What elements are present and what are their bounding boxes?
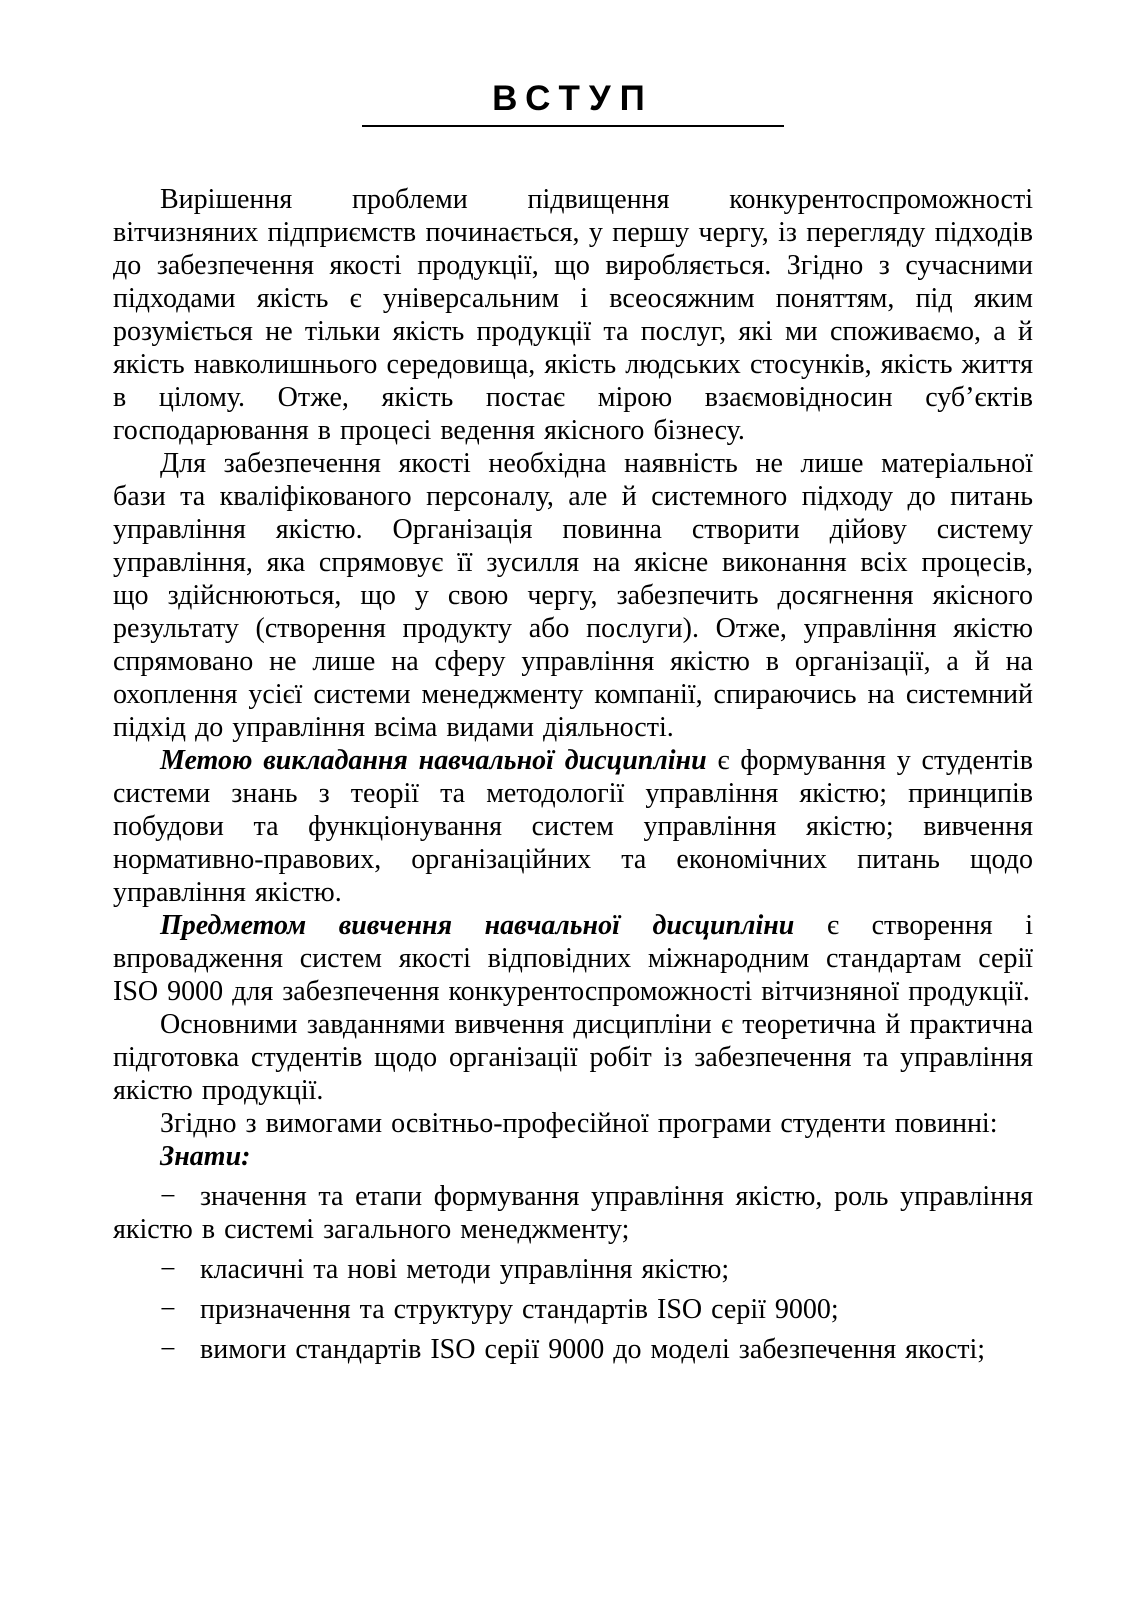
page-title: ВСТУП — [492, 79, 654, 118]
list-item — [113, 1180, 1033, 1246]
list-item-marker: − — [160, 1333, 176, 1365]
paragraph-text: Основними завданнями вивчення дисципліни є теоретична й практична підготовка студентів щодо організації робіт із забезпечення та управління якістю продукції. — [113, 1008, 1033, 1106]
list-item-text: значення та етапи формування управління якістю, роль управління якістю в системі загального менеджменту; — [113, 1180, 1033, 1245]
list-item — [113, 1253, 1033, 1286]
paragraph-text: є формування у студентів системи знань з теорії та методології управління якістю; принципів побудови та функціонування систем управління якістю; вивчення нормативно-правових, організаційних та економічних питань щодо управління якістю. — [113, 744, 1033, 908]
list-item — [113, 1293, 1033, 1326]
list-item-text: призначення та структуру стандартів ISO серії 9000; — [200, 1293, 839, 1325]
subheading: Знати: — [160, 1140, 251, 1172]
body-text — [113, 183, 1033, 1366]
paragraph-lead: Предметом вивчення навчальної дисципліни — [160, 909, 795, 941]
paragraph — [113, 909, 1033, 1008]
paragraph — [113, 447, 1033, 744]
list-item-marker: − — [160, 1293, 176, 1325]
paragraph-text: Згідно з вимогами освітньо-професійної програми студенти повинні: — [160, 1107, 998, 1139]
paragraph — [113, 744, 1033, 909]
list-item-marker: − — [160, 1253, 176, 1285]
list-item-marker: − — [160, 1180, 176, 1212]
paragraph — [113, 183, 1033, 447]
title-underline — [362, 125, 784, 127]
page-content — [113, 80, 1033, 1366]
paragraph — [113, 1107, 1033, 1140]
paragraph — [113, 1008, 1033, 1107]
list-item — [113, 1333, 1033, 1366]
list-item-text: вимоги стандартів ISO серії 9000 до моделі забезпечення якості; — [200, 1333, 986, 1365]
list-item-text: класичні та нові методи управління якістю; — [200, 1253, 730, 1285]
title-block — [113, 80, 1033, 127]
paragraph-lead: Метою викладання навчальної дисципліни — [160, 744, 707, 776]
paragraph-text: є створення і впровадження систем якості відповідних міжнародним стандартам серії ISO 9000 для забезпечення конкурентоспроможності вітчизняної продукції. — [113, 909, 1034, 1007]
paragraph-text: Для забезпечення якості необхідна наявність не лише матеріальної бази та кваліфікованого персоналу, але й системного підходу до питань управління якістю. Організація повинна створити дійову систему управління, яка спрямовує її зусилля на якісне виконання всіх процесів, що здійснюються, що у свою чергу, забезпечить досягнення якісного результату (створення продукту або послуги). Отже, управління якістю спрямовано не лише на сферу управління якістю в організації, а й на охоплення усієї системи менеджменту компанії, спираючись на системний підхід до управління всіма видами діяльності. — [113, 447, 1033, 743]
paragraph-text: Вирішення проблеми підвищення конкурентоспроможності вітчизняних підприємств починається, у першу чергу, із перегляду підходів до забезпечення якості продукції, що виробляється. Згідно з сучасними підходами якість є універсальним і всеосяжним поняттям, під яким розуміється не тільки якість продукції та послуг, які ми споживаємо, а й якість навколишнього середовища, якість людських стосунків, якість життя в цілому. Отже, якість постає мірою взаємовідносин суб’єктів господарювання в процесі ведення якісного бізнесу. — [113, 183, 1033, 446]
